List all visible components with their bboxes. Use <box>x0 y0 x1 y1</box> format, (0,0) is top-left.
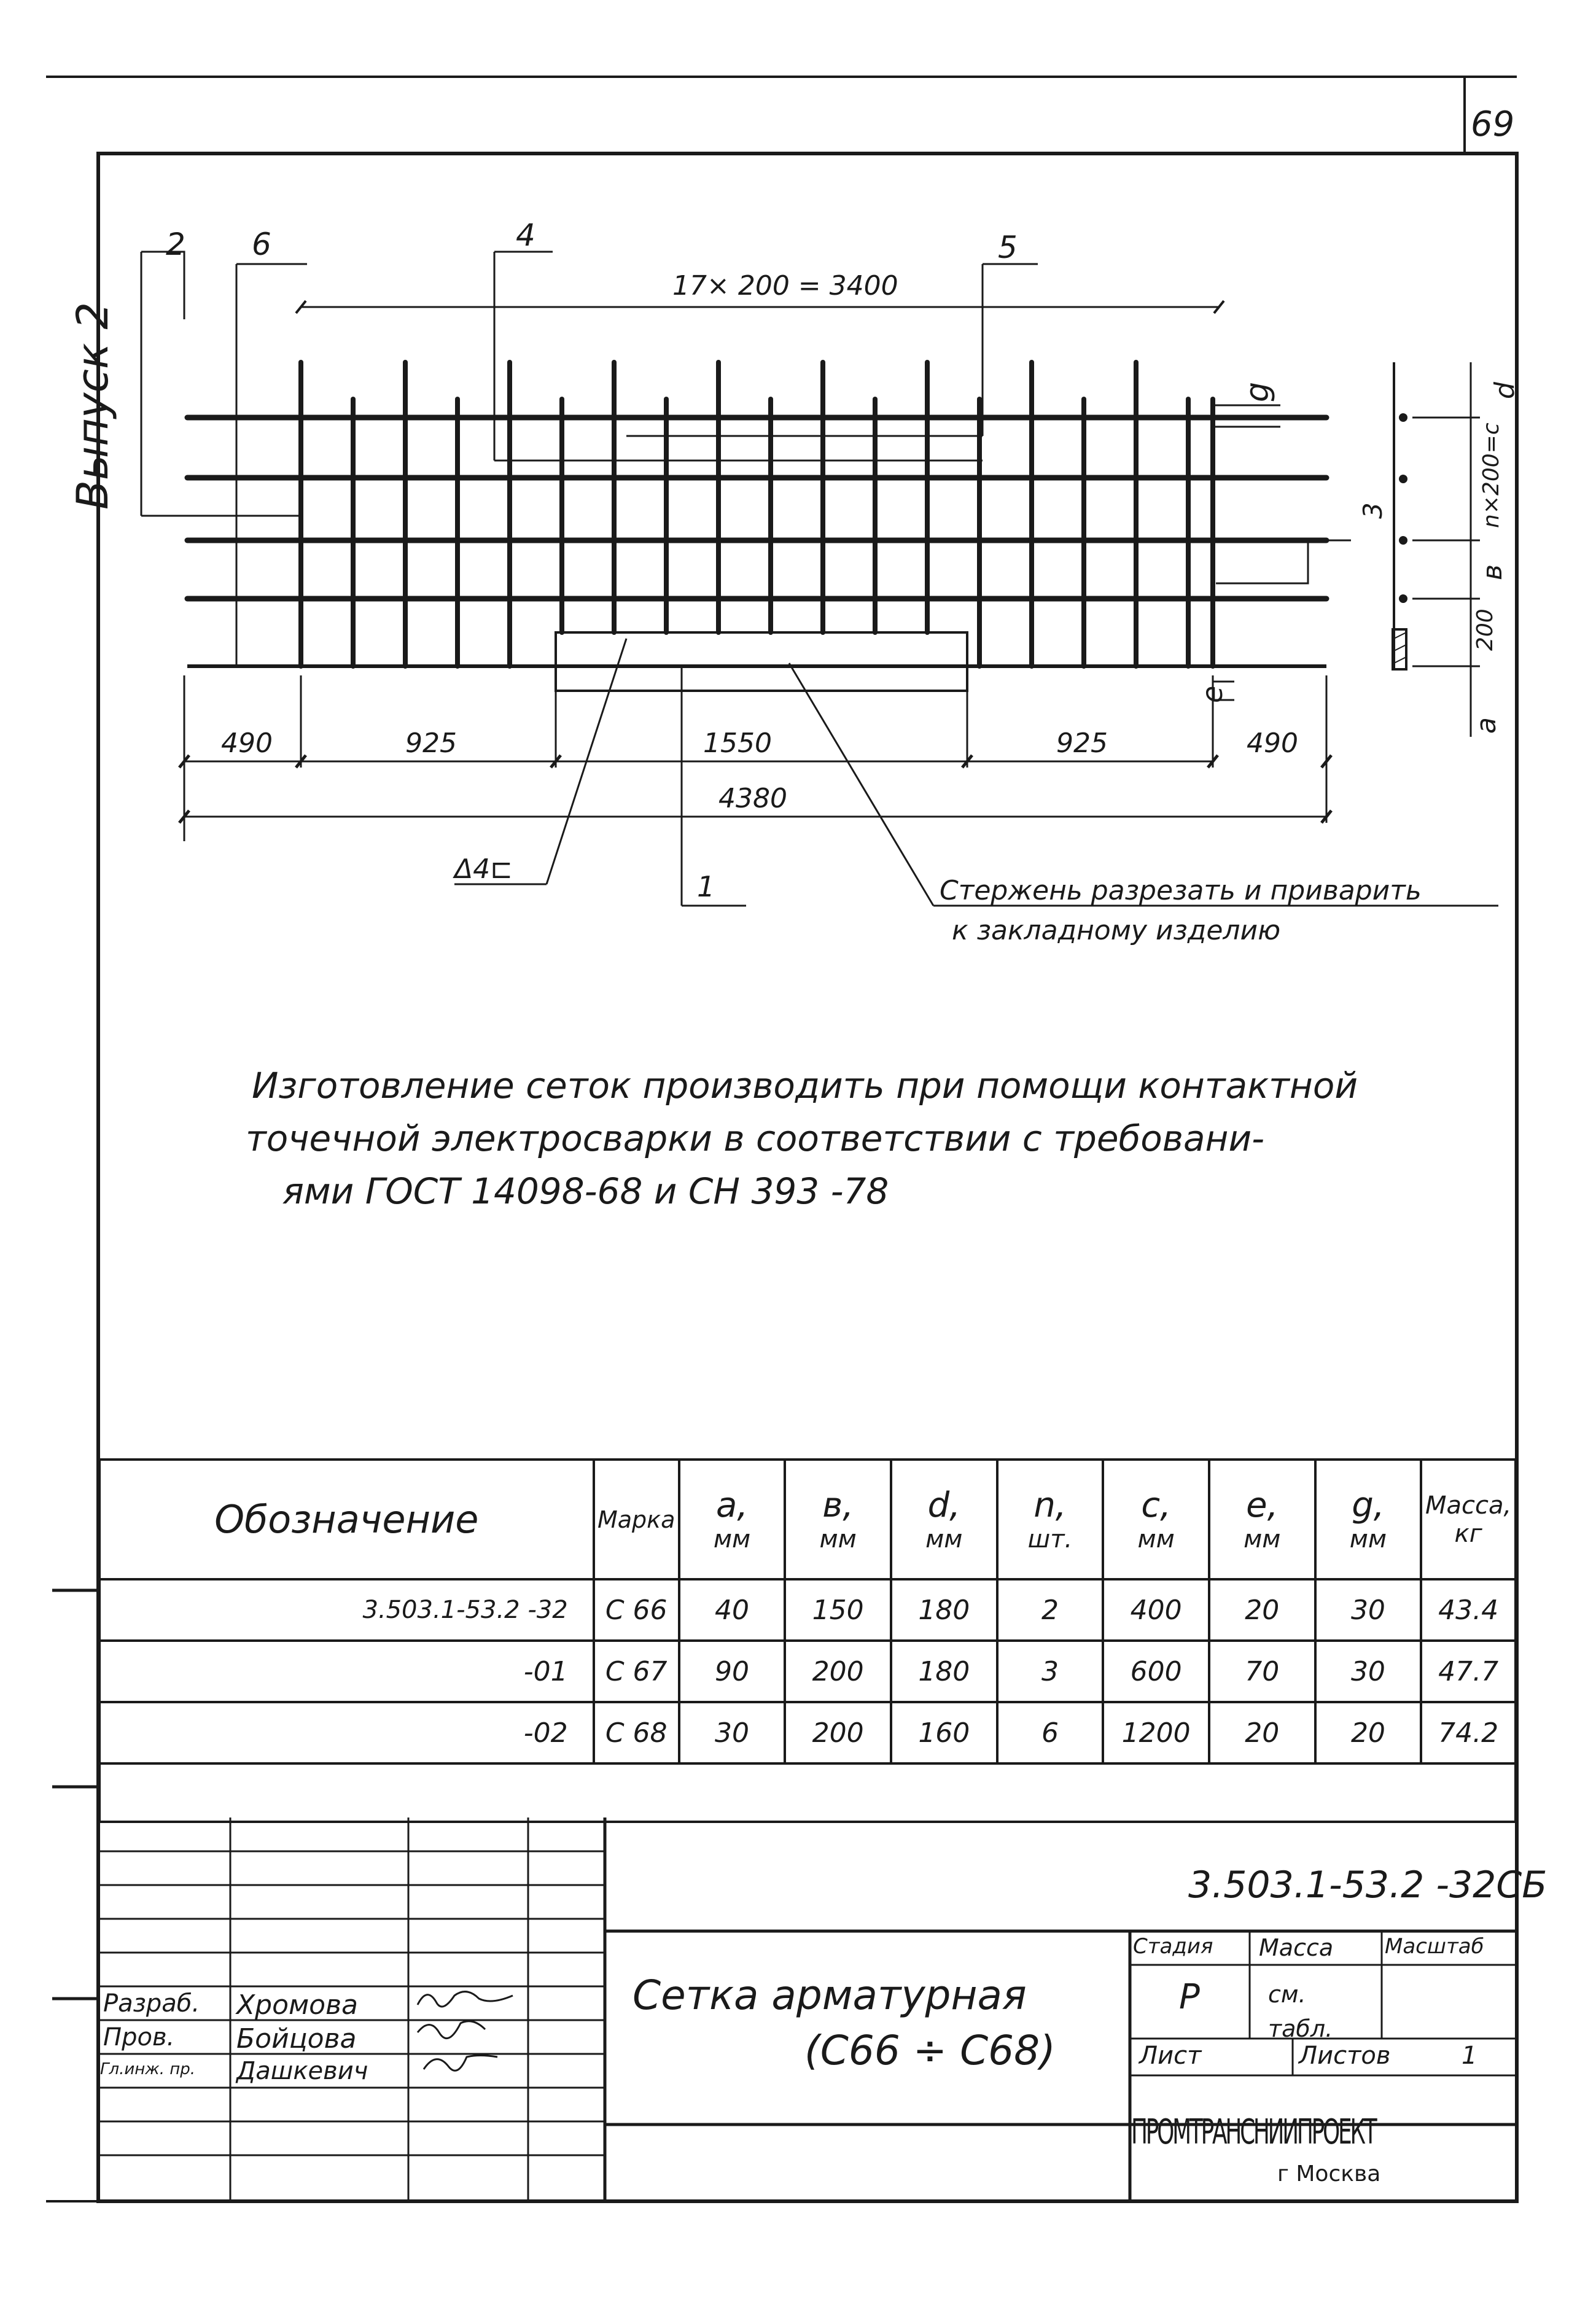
role-label: Пров. <box>103 2023 175 2051</box>
mass-value: см. табл. <box>1268 1981 1333 2042</box>
col-header: e, мм <box>1209 1460 1315 1579</box>
table-cell: 600 <box>1103 1641 1209 1702</box>
col-header: в, мм <box>785 1460 891 1579</box>
page-number: 69 <box>1471 104 1515 144</box>
callout-6: 6 <box>252 227 271 262</box>
table-cell: 47.7 <box>1421 1641 1516 1702</box>
table-cell: 20 <box>1315 1702 1422 1763</box>
item-1: 1 <box>697 870 715 903</box>
section-nc: n×200=c <box>1479 422 1504 528</box>
col-header: a, мм <box>679 1460 785 1579</box>
table-cell: -01 <box>99 1641 594 1702</box>
dim-490-right: 490 <box>1247 728 1298 759</box>
callout-2: 2 <box>166 227 185 262</box>
role-name: Хромова <box>236 1989 358 2021</box>
scale-label: Масштаб <box>1385 1934 1484 1959</box>
col-header: Марка <box>594 1460 679 1579</box>
drawing-title-line-2: (С66 ÷ С68) <box>804 2027 1056 2074</box>
doc-code: 3.503.1-53.2 -32СБ <box>1188 1864 1547 1907</box>
stage-label: Стадия <box>1133 1934 1213 1959</box>
table-cell: С 67 <box>594 1641 679 1702</box>
note-line-2: к закладному изделию <box>952 915 1281 946</box>
org-city: г Москва <box>1277 2161 1381 2187</box>
col-header: Масса, кг <box>1421 1460 1516 1579</box>
table-cell: 180 <box>891 1579 997 1641</box>
table-cell: 6 <box>997 1702 1104 1763</box>
pitch-label: 17× 200 = 3400 <box>672 270 898 301</box>
dim-1550: 1550 <box>703 728 772 759</box>
drawing-title-line-1: Сетка арматурная <box>633 1972 1027 2019</box>
table-cell: С 68 <box>594 1702 679 1763</box>
table-cell: 20 <box>1209 1702 1315 1763</box>
section-a: a <box>1471 717 1502 734</box>
dim-925-right: 925 <box>1056 728 1108 759</box>
table-cell: -02 <box>99 1702 594 1763</box>
table-cell: 3.503.1-53.2 -32 <box>99 1579 594 1641</box>
section-d: d <box>1489 382 1520 399</box>
table-cell: 43.4 <box>1421 1579 1516 1641</box>
spec-note-line-2: точечной электросварки в соответствии с требовани- <box>246 1118 1265 1159</box>
role-label: Гл.инж. пр. <box>100 2060 195 2078</box>
role-name: Дашкевич <box>236 2057 368 2085</box>
org-name: ПРОМТРАНСНИИПРОЕКТ <box>1131 2112 1376 2152</box>
spec-note-line-1: Изготовление сеток производить при помощи контактной <box>252 1065 1358 1106</box>
table-cell: 20 <box>1209 1579 1315 1641</box>
table-cell: 70 <box>1209 1641 1315 1702</box>
col-header: d, мм <box>891 1460 997 1579</box>
role-label: Разраб. <box>103 1989 200 2018</box>
table-cell: С 66 <box>594 1579 679 1641</box>
table-cell: 180 <box>891 1641 997 1702</box>
table-cell: 90 <box>679 1641 785 1702</box>
table-cell: 30 <box>1315 1641 1422 1702</box>
table-cell: 2 <box>997 1579 1104 1641</box>
dim-925-left: 925 <box>405 728 457 759</box>
stage-value: Р <box>1179 1977 1200 2017</box>
table-cell: 40 <box>679 1579 785 1641</box>
table-cell: 30 <box>679 1702 785 1763</box>
sheets-label: Листов <box>1299 2042 1391 2070</box>
sheet-label: Лист <box>1139 2042 1202 2070</box>
spec-note-line-3: ями ГОСТ 14098-68 и СН 393 -78 <box>282 1170 889 1212</box>
role-name: Бойцова <box>236 2023 357 2055</box>
callout-5: 5 <box>998 230 1018 265</box>
table-cell: 200 <box>785 1702 891 1763</box>
mass-label: Масса <box>1259 1934 1334 1961</box>
callout-4: 4 <box>516 217 535 253</box>
callout-3: 3 <box>1358 502 1388 519</box>
dim-490-left: 490 <box>221 728 273 759</box>
table-cell: 74.2 <box>1421 1702 1516 1763</box>
table-cell: 200 <box>785 1641 891 1702</box>
table-cell: 160 <box>891 1702 997 1763</box>
table-cell: 30 <box>1315 1579 1422 1641</box>
sheets-value: 1 <box>1462 2042 1477 2070</box>
letter-g: g <box>1239 381 1276 402</box>
col-header: c, мм <box>1103 1460 1209 1579</box>
side-label: Выпуск 2 <box>68 301 118 510</box>
col-header: Обозначение <box>99 1460 594 1579</box>
table-cell: 1200 <box>1103 1702 1209 1763</box>
table-cell: 400 <box>1103 1579 1209 1641</box>
table-cell: 150 <box>785 1579 891 1641</box>
col-header: n, шт. <box>997 1460 1104 1579</box>
letter-e: e <box>1196 685 1229 703</box>
table-cell: 3 <box>997 1641 1104 1702</box>
dim-total: 4380 <box>718 783 787 814</box>
weld-symbol: Δ4⊏ <box>454 853 513 885</box>
section-200: 200 <box>1473 608 1498 651</box>
note-line-1: Стержень разрезать и приварить <box>940 875 1422 906</box>
col-header: g, мм <box>1315 1460 1422 1579</box>
section-b: в <box>1477 564 1508 580</box>
